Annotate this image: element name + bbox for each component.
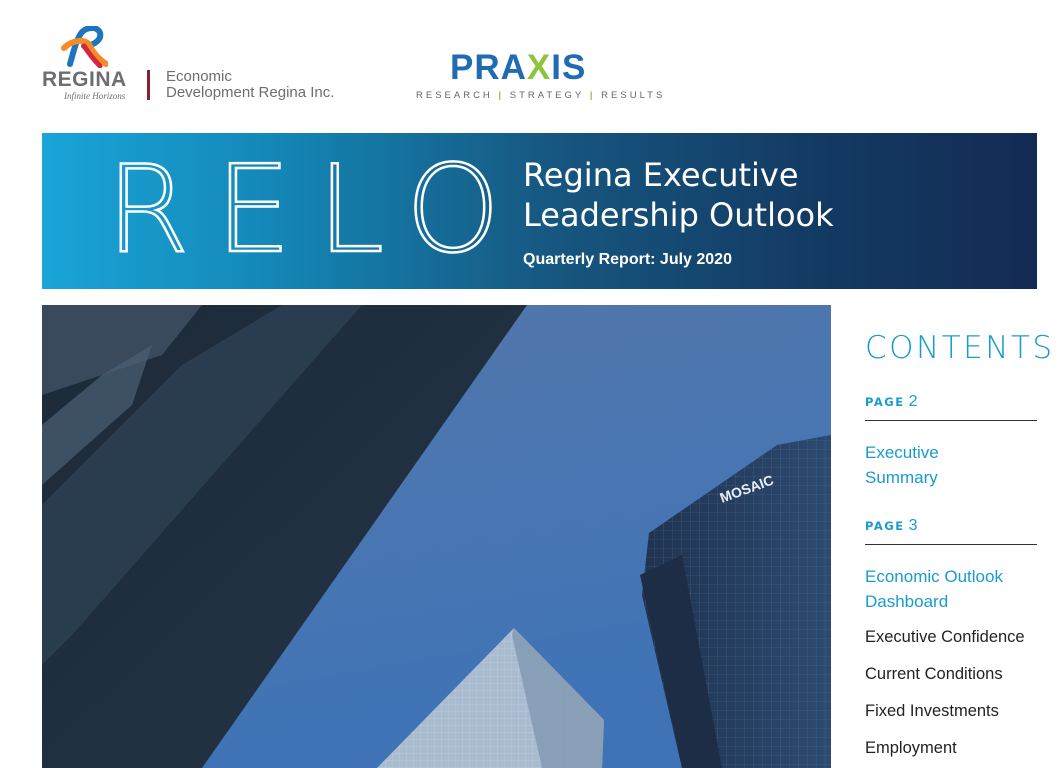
edr-org-line2: Development Regina Inc. bbox=[166, 84, 335, 101]
toc-item-fixed-investments[interactable]: Fixed Investments bbox=[865, 702, 999, 720]
city-buildings-photo bbox=[42, 305, 831, 768]
contents-heading: CONTENTS bbox=[865, 330, 1055, 366]
page-label-word: PAGE bbox=[865, 519, 905, 533]
page-label-3 bbox=[865, 517, 918, 535]
edr-org-name bbox=[166, 69, 334, 101]
banner-title bbox=[523, 155, 834, 235]
title-banner bbox=[42, 133, 1037, 289]
toc-link-line1: Economic Outlook bbox=[865, 567, 1003, 586]
edr-org-line1: Economic bbox=[166, 68, 232, 85]
regina-wordmark: REGINA bbox=[42, 68, 127, 91]
tagline-separator: | bbox=[492, 90, 510, 101]
regina-tagline: Infinite Horizons bbox=[64, 91, 126, 101]
tower-sign-text: MOSAIC bbox=[717, 471, 776, 506]
praxis-logo bbox=[414, 48, 666, 102]
logo-divider bbox=[147, 70, 150, 100]
toc-link-line1: Executive bbox=[865, 443, 939, 462]
page-number: 2 bbox=[908, 393, 919, 410]
toc-item-employment[interactable]: Employment bbox=[865, 739, 957, 757]
regina-logo bbox=[42, 26, 362, 106]
page-label-2 bbox=[865, 393, 918, 411]
page-number: 3 bbox=[908, 517, 919, 534]
table-of-contents bbox=[865, 330, 1055, 757]
praxis-tagline-research: RESEARCH bbox=[416, 90, 493, 101]
banner-subtitle: Quarterly Report: July 2020 bbox=[523, 251, 732, 268]
praxis-tagline-results: RESULTS bbox=[601, 90, 666, 101]
praxis-word-part1: PRA bbox=[450, 48, 527, 87]
section-divider bbox=[865, 544, 1037, 545]
section-divider bbox=[865, 420, 1037, 421]
praxis-tagline-strategy: STRATEGY bbox=[509, 90, 585, 101]
tagline-separator: | bbox=[584, 90, 602, 101]
relo-acronym: RELO bbox=[106, 141, 527, 280]
praxis-wordmark bbox=[450, 50, 586, 86]
banner-title-line1: Regina Executive bbox=[523, 156, 799, 194]
praxis-word-part2: IS bbox=[551, 48, 587, 87]
page-label-word: PAGE bbox=[865, 395, 905, 409]
photo-illustration bbox=[42, 305, 831, 768]
toc-item-current-conditions[interactable]: Current Conditions bbox=[865, 665, 1003, 683]
toc-link-line2: Dashboard bbox=[865, 592, 949, 611]
toc-link-line2: Summary bbox=[865, 468, 938, 487]
toc-item-executive-confidence[interactable]: Executive Confidence bbox=[865, 628, 1025, 646]
banner-title-line2: Leadership Outlook bbox=[523, 196, 834, 234]
toc-link-economic-outlook-dashboard[interactable] bbox=[865, 564, 1003, 614]
praxis-tagline bbox=[416, 90, 665, 101]
praxis-word-x: X bbox=[526, 48, 552, 87]
regina-r-logo-icon bbox=[60, 26, 108, 68]
toc-link-executive-summary[interactable] bbox=[865, 440, 939, 490]
